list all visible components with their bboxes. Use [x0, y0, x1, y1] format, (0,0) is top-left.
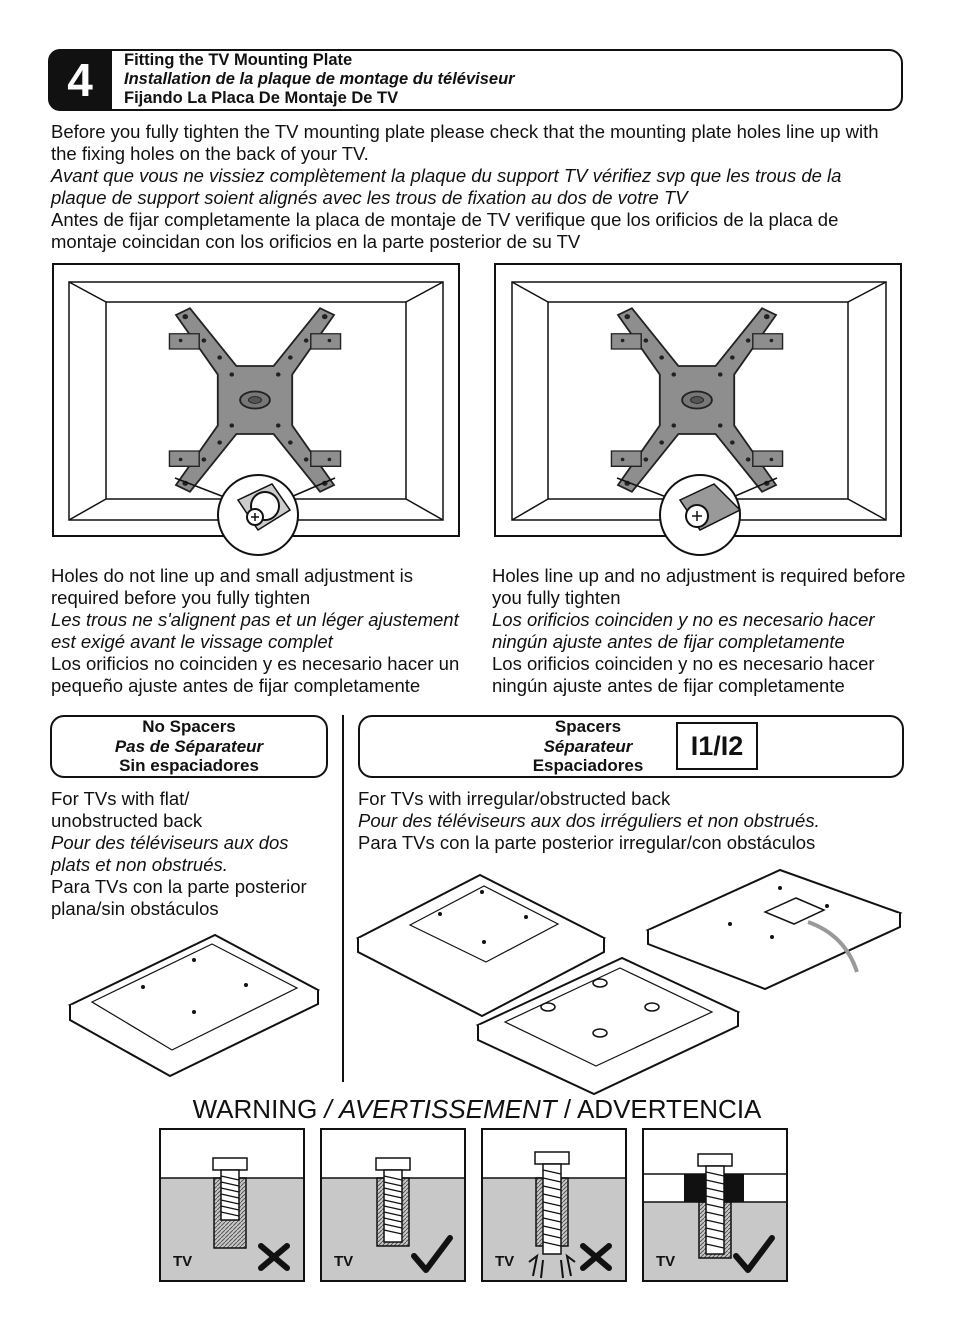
- no-spacers-fr: Pas de Séparateur: [114, 736, 264, 756]
- intro-fr: Avant que vous ne vissiez complètement la plaque du support TV vérifiez svp que les trous de la plaque de support soient alignés avec les trous de fixation au dos de votre TV: [51, 165, 842, 208]
- caption-right-en: Holes line up and no adjustment is required before you fully tighten: [492, 565, 906, 608]
- warning-heading: [0, 1094, 954, 1125]
- tv-diagram-aligned: [495, 264, 901, 555]
- caption-right-fr: Los orificios coinciden y no es necesario hacer ningún ajuste antes de fijar completamente: [492, 609, 875, 652]
- intro-es: Antes de fijar completamente la placa de montaje de TV verifique que los orificios de la placa de montaje coincidan con los orificios en la parte posterior de su TV: [51, 209, 839, 252]
- caption-right-es: Los orificios coinciden y no es necesario hacer ningún ajuste antes de fijar completamente: [492, 653, 875, 696]
- warning-panel-3: [481, 1128, 627, 1282]
- no-spacers-desc-es: Para TVs con la parte posterior plana/sin obstáculos: [51, 876, 307, 919]
- no-spacers-heading: [50, 715, 328, 778]
- spacers-es: Espaciadores: [532, 756, 644, 776]
- spacers-en: Spacers: [554, 717, 622, 737]
- cross-icon: [579, 1242, 613, 1272]
- step-title-es: Fijando La Placa De Montaje De TV: [124, 89, 399, 107]
- tv-back-obstructed: [648, 870, 900, 989]
- no-spacers-desc-en: For TVs with flat/ unobstructed back: [51, 788, 203, 831]
- check-icon: [732, 1234, 776, 1274]
- no-spacers-description: [51, 788, 341, 920]
- tv-label: TV: [495, 1253, 515, 1270]
- spacers-heading: [358, 715, 904, 778]
- tv-label: TV: [173, 1253, 193, 1270]
- intro-en: Before you fully tighten the TV mounting plate please check that the mounting plate holes line up with the fixing holes on the back of your TV.: [51, 121, 879, 164]
- check-icon: [410, 1234, 454, 1274]
- warning-en: WARNING: [192, 1094, 318, 1124]
- tv-back-flat: [70, 935, 318, 1076]
- no-spacers-en: No Spacers: [142, 717, 236, 737]
- caption-left-en: Holes do not line up and small adjustment is required before you fully tighten: [51, 565, 413, 608]
- part-reference: I1/I2: [676, 722, 758, 770]
- cross-icon: [257, 1242, 291, 1272]
- step-number: 4: [48, 49, 112, 111]
- warning-sep-2: /: [563, 1094, 572, 1124]
- caption-left-fr: Les trous ne s'alignent pas et un léger ajustement est exigé avant le vissage complet: [51, 609, 459, 652]
- spacers-desc-es: Para TVs con la parte posterior irregular/con obstáculos: [358, 832, 816, 853]
- tv-label: TV: [656, 1253, 676, 1270]
- spacers-desc-fr: Pour des téléviseurs aux dos irréguliers et non obstrués.: [358, 810, 820, 831]
- warning-sep-1: /: [324, 1094, 332, 1124]
- spacers-fr: Séparateur: [543, 736, 633, 756]
- caption-misaligned: [51, 565, 481, 697]
- warning-panel-4: [642, 1128, 788, 1282]
- spacers-description: [358, 788, 898, 854]
- warning-fr: AVERTISSEMENT: [339, 1094, 557, 1124]
- warning-panel-1: [159, 1128, 305, 1282]
- step-title-en: Fitting the TV Mounting Plate: [124, 51, 353, 69]
- warning-panel-2: [320, 1128, 466, 1282]
- no-spacers-es: Sin espaciadores: [119, 756, 259, 776]
- caption-left-es: Los orificios no coinciden y es necesario hacer un pequeño ajuste antes de fijar completamente: [51, 653, 460, 696]
- step-title-fr: Installation de la plaque de montage du téléviseur: [124, 70, 515, 88]
- tv-label: TV: [334, 1253, 354, 1270]
- spacers-desc-en: For TVs with irregular/obstructed back: [358, 788, 671, 809]
- warning-es: ADVERTENCIA: [576, 1094, 762, 1124]
- tv-diagram-misaligned: [53, 264, 459, 555]
- caption-aligned: [492, 565, 912, 697]
- no-spacers-desc-fr: Pour des téléviseurs aux dos plats et non obstrués.: [51, 832, 289, 875]
